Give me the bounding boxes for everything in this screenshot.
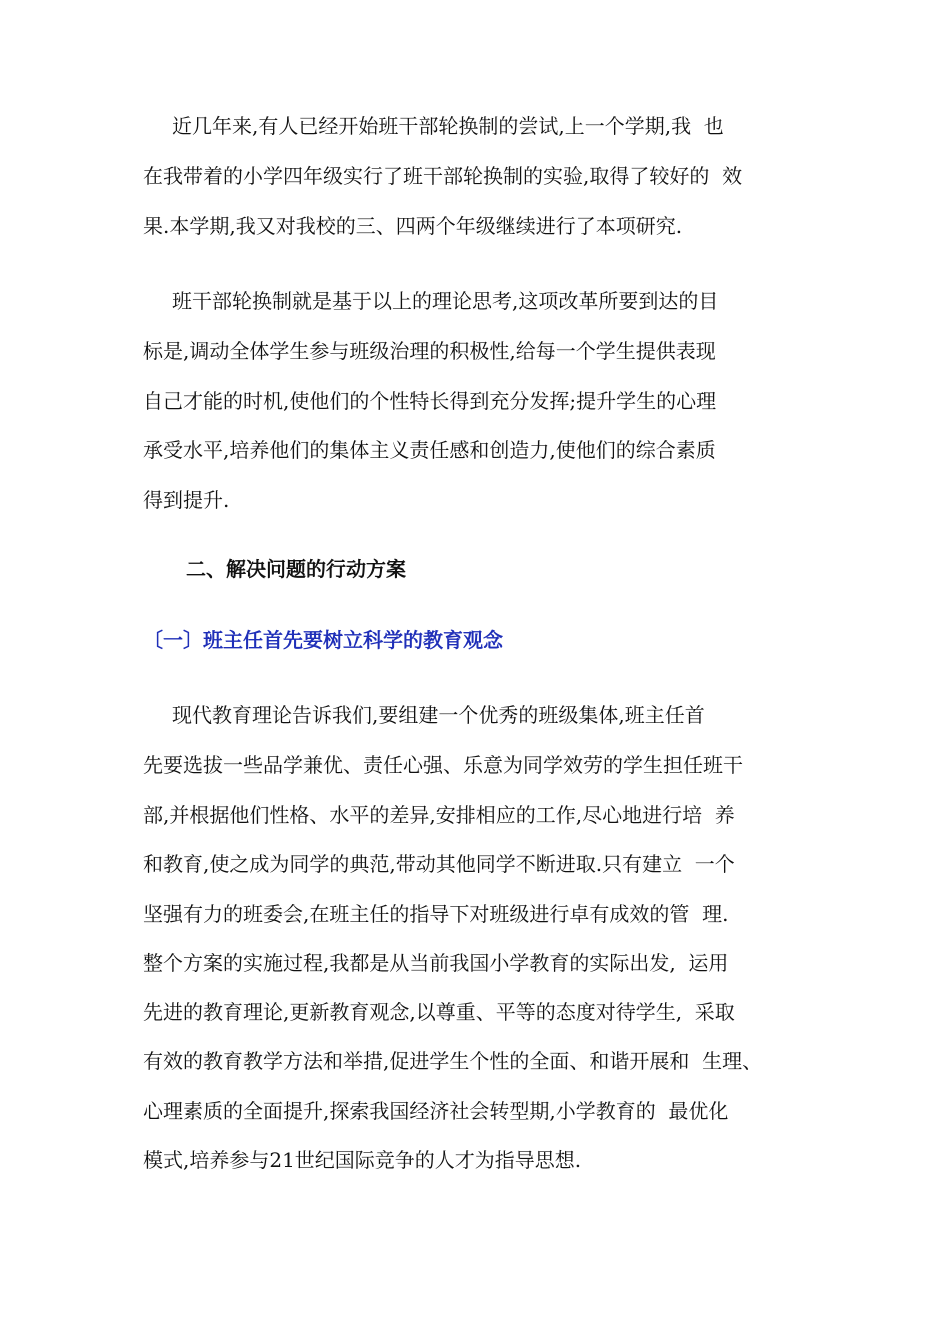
section-heading: 二、解决问题的行动方案 [186,557,406,581]
paragraph-line: 先要选拔一些品学兼优、责任心强、乐意为同学效劳的学生担任班干 [143,753,743,777]
paragraph-line: 班干部轮换制就是基于以上的理论思考,这项改革所要到达的目 [172,289,719,313]
paragraph-line: 模式,培养参与21世纪国际竞争的人才为指导思想. [143,1148,582,1172]
paragraph-line: 得到提升. [143,488,230,512]
paragraph-line: 承受水平,培养他们的集体主义责任感和创造力,使他们的综合素质 [143,438,716,462]
subsection-heading: 〔一〕班主任首先要树立科学的教育观念 [143,628,503,652]
paragraph-line: 整个方案的实施过程,我都是从当前我国小学教育的实际出发, 运用 [143,951,729,975]
paragraph-line: 坚强有力的班委会,在班主任的指导下对班级进行卓有成效的管 理. [143,902,729,926]
paragraph-line: 标是,调动全体学生参与班级治理的积极性,给每一个学生提供表现 [143,339,716,363]
paragraph-line: 部,并根据他们性格、水平的差异,安排相应的工作,尽心地进行培 养 [143,803,735,827]
paragraph-line: 先进的教育理论,更新教育观念,以尊重、平等的态度对待学生, 采取 [143,1000,735,1024]
paragraph-line: 心理素质的全面提升,探索我国经济社会转型期,小学教育的 最优化 [143,1099,729,1123]
paragraph-line: 现代教育理论告诉我们,要组建一个优秀的班级集体,班主任首 [172,703,705,727]
paragraph-line: 果.本学期,我又对我校的三、四两个年级继续进行了本项研究. [143,214,683,238]
paragraph-line: 近几年来,有人已经开始班干部轮换制的尝试,上一个学期,我 也 [172,114,724,138]
paragraph-line: 在我带着的小学四年级实行了班干部轮换制的实验,取得了较好的 效 [143,164,743,188]
paragraph-line: 自己才能的时机,使他们的个性特长得到充分发挥;提升学生的心理 [143,389,717,413]
paragraph-line: 有效的教育教学方法和举措,促进学生个性的全面、和谐开展和 生理、 [143,1049,763,1073]
paragraph-line: 和教育,使之成为同学的典范,带动其他同学不断进取.只有建立 一个 [143,852,735,876]
